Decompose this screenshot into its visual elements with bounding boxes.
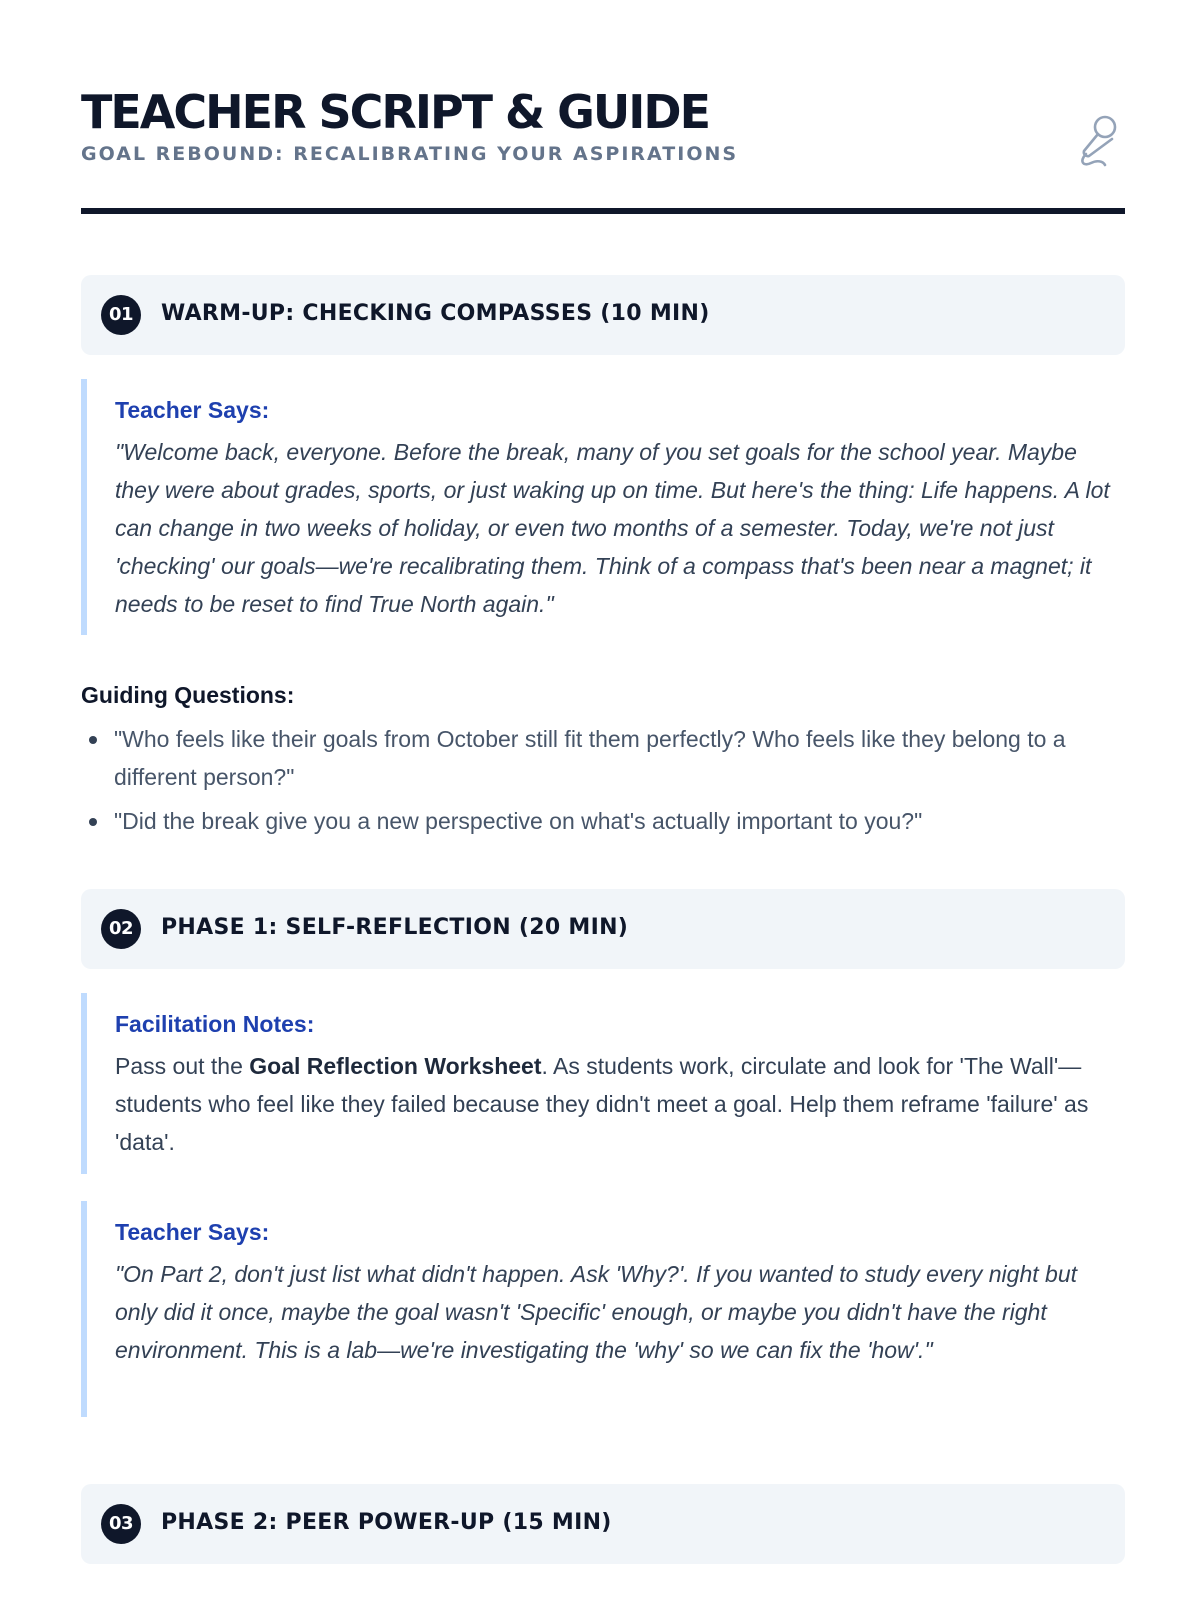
microphone-icon: [1075, 113, 1121, 169]
guiding-questions: [81, 680, 1125, 846]
section-title: WARM-UP: CHECKING COMPASSES (10 MIN): [161, 301, 710, 326]
section-header-warm-up: [81, 275, 1125, 355]
guiding-questions-list: [81, 720, 1125, 840]
worksheet-name: Goal Reflection Worksheet: [249, 1053, 542, 1079]
facilitation-text: [115, 1047, 1125, 1161]
list-item: [81, 720, 1125, 796]
section-title: PHASE 1: SELF-REFLECTION (20 MIN): [161, 915, 629, 940]
facilitation-text-end: . As students work, circulate and look for 'The Wall'—students who feel like they failed because they didn't meet a goal. Help them reframe 'failure' as 'data'.: [115, 1053, 1089, 1155]
page-subtitle: GOAL REBOUND: RECALIBRATING YOUR ASPIRATIONS: [81, 143, 739, 165]
section-header-peer-power-up: [81, 1484, 1125, 1564]
teacher-says-callout: [81, 379, 1125, 635]
callout-label: Teacher Says:: [115, 397, 270, 423]
header-divider: [81, 208, 1125, 214]
section-title: PHASE 2: PEER POWER-UP (15 MIN): [161, 1510, 612, 1535]
teacher-script-text: "On Part 2, don't just list what didn't happen. Ask 'Why?'. If you wanted to study every night but only did it once, maybe the goal wasn't 'Specific' enough, or maybe you didn't have the right environment. This is a lab—we're investigating the 'why' so we can fix the 'how'.": [115, 1261, 1078, 1363]
page-header: [81, 0, 1125, 215]
facilitation-text-start: Pass out the: [115, 1053, 250, 1079]
teacher-says-callout: [81, 1201, 1125, 1417]
list-item: [81, 802, 1125, 840]
section-header-self-reflection: [81, 889, 1125, 969]
teacher-script-text: "Welcome back, everyone. Before the break, many of you set goals for the school year. Maybe they were about grades, sports, or just waking up on time. But here's the thing: Life happens. A lot can change in two weeks of holiday, or even two months of a semester. Today, we're not just 'checking' our goals—we're recalibrating them. Think of a compass that's been near a magnet; it needs to be reset to find True North again.": [115, 439, 1110, 617]
callout-label: Facilitation Notes:: [115, 1011, 315, 1037]
question-text: "Who feels like their goals from October still fit them perfectly? Who feels like they belong to a different person?": [114, 726, 1066, 790]
guiding-questions-label: Guiding Questions:: [81, 682, 295, 708]
callout-label: Teacher Says:: [115, 1219, 270, 1245]
facilitation-notes-callout: [81, 993, 1125, 1174]
question-text: "Did the break give you a new perspective on what's actually important to you?": [114, 808, 923, 834]
bullet-icon: [89, 818, 97, 826]
page-title: TEACHER SCRIPT & GUIDE: [81, 85, 710, 139]
bullet-icon: [89, 736, 97, 744]
teacher-guide-page: [81, 0, 1125, 1535]
section-number-badge: 03: [101, 1504, 141, 1544]
section-number-badge: 01: [101, 295, 141, 335]
section-number-badge: 02: [101, 909, 141, 949]
